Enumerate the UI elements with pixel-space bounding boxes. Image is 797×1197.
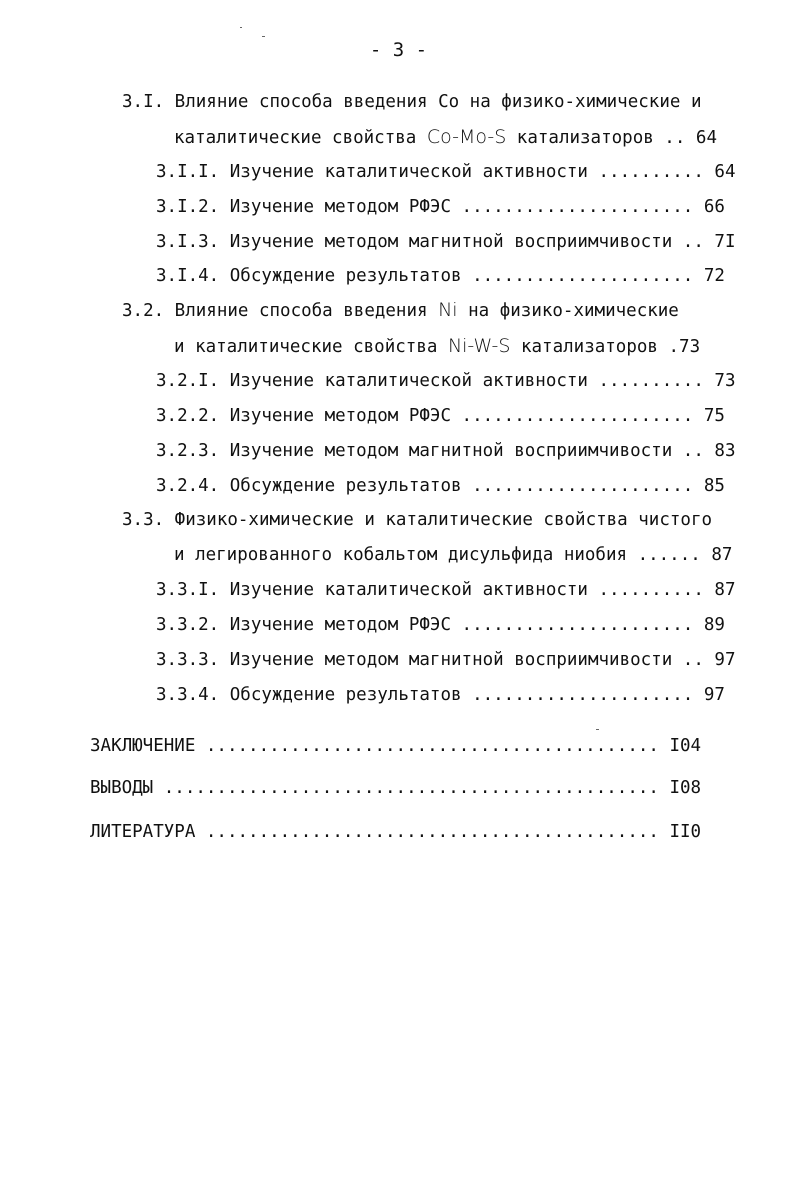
- toc-entry-3-3-3: 3.3.3. Изучение методом магнитной восприимчивости .. 97: [156, 650, 736, 670]
- toc-references: ЛИТЕРАТУРА ........................................... II0: [90, 822, 702, 842]
- toc-3-1-line1: 3.I. Влияние способа введения Co на физико-химические и: [122, 92, 702, 112]
- toc-findings: ВЫВОДЫ ............................................... I08: [90, 778, 702, 798]
- toc-entry-3-2-1: 3.2.I. Изучение каталитической активности .......... 73: [156, 371, 736, 391]
- toc-entry-3-1-4: 3.I.4. Обсуждение результатов ..................... 72: [156, 266, 725, 286]
- toc-entry-3-2-3: 3.2.3. Изучение методом магнитной восприимчивости .. 83: [156, 441, 736, 461]
- toc-entry-3-3-2: 3.3.2. Изучение методом РФЭС ...................... 89: [156, 615, 725, 635]
- scan-speck: [240, 27, 242, 28]
- formula-ni-w-s: Ni-W-S: [447, 335, 511, 357]
- scan-speck: [262, 36, 265, 37]
- toc-entry-3-1-3: 3.I.3. Изучение методом магнитной восприимчивости .. 7I: [156, 232, 736, 252]
- toc-3-3-line2: и легированного кобальтом дисульфида ниобия ...... 87: [174, 545, 733, 565]
- element-ni: Ni: [438, 299, 458, 321]
- toc-entry-3-1-1: 3.I.I. Изучение каталитической активности .......... 64: [156, 162, 736, 182]
- scan-speck: [596, 729, 599, 730]
- toc-entry-3-2-4: 3.2.4. Обсуждение результатов ..................... 85: [156, 476, 725, 496]
- formula-co-mo-s: Co-Mo-S: [426, 126, 507, 148]
- toc-3-2-line1-post: на физико-химические: [457, 301, 679, 321]
- toc-entry-3-2-2: 3.2.2. Изучение методом РФЭС ...................... 75: [156, 406, 725, 426]
- toc-3-1-line2: [174, 125, 717, 150]
- toc-3-2-line1-pre: 3.2. Влияние способа введения: [122, 301, 439, 321]
- toc-3-3-line1: 3.3. Физико-химические и каталитические свойства чистого: [122, 510, 713, 530]
- page-number: - 3 -: [369, 39, 428, 61]
- toc-entry-3-3-1: 3.3.I. Изучение каталитической активности .......... 87: [156, 580, 736, 600]
- toc-3-2-line1: [122, 298, 679, 323]
- toc-3-2-line2-pre: и каталитические свойства: [174, 337, 448, 357]
- toc-3-1-line2-pre: каталитические свойства: [174, 128, 427, 148]
- toc-entry-3-1-2: 3.I.2. Изучение методом РФЭС ...................... 66: [156, 197, 725, 217]
- toc-3-1-line2-post: катализаторов .. 64: [506, 128, 717, 148]
- toc-3-2-line2: [174, 334, 700, 359]
- toc-3-2-line2-post: катализаторов .73: [510, 337, 701, 357]
- toc-entry-3-3-4: 3.3.4. Обсуждение результатов ..................... 97: [156, 685, 725, 705]
- toc-conclusion: ЗАКЛЮЧЕНИЕ ........................................... I04: [90, 736, 702, 756]
